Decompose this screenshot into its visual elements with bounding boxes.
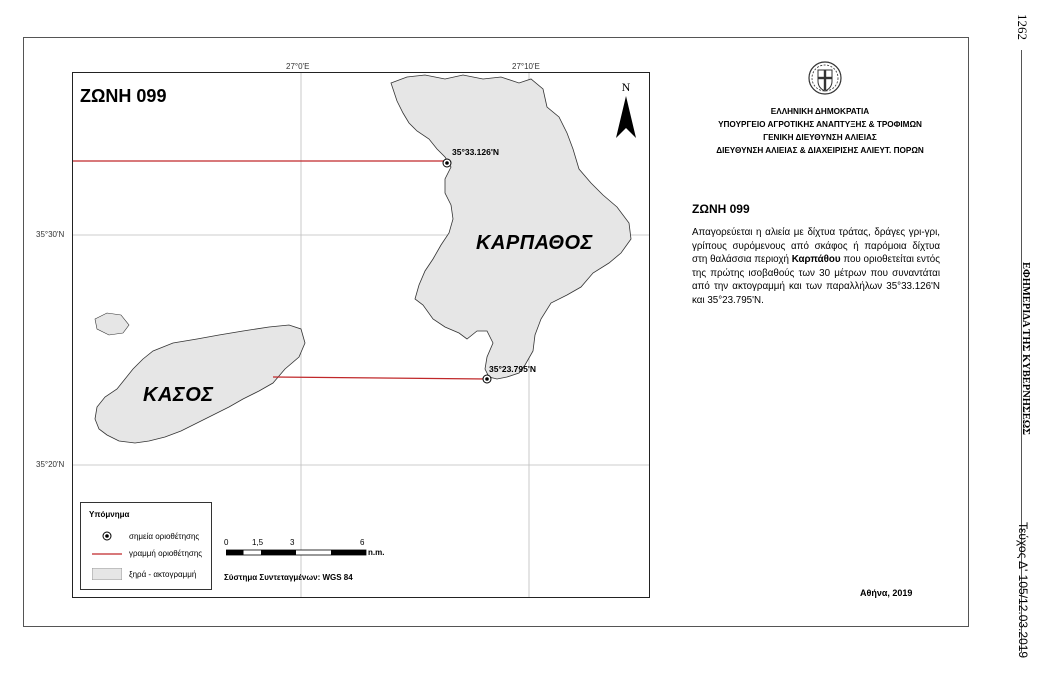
- scale-unit: n.m.: [368, 548, 385, 557]
- legend-label-land: ξηρά - ακτογραμμή: [129, 569, 197, 579]
- boundary-line-south: [273, 377, 487, 379]
- description-title: ΖΩΝΗ 099: [692, 202, 750, 216]
- point-north: [443, 159, 451, 167]
- ministry-line-4: ΔΙΕΥΘΥΝΣΗ ΑΛΙΕΙΑΣ & ΔΙΑΧΕΙΡΙΣΗΣ ΑΛΙΕΥΤ. ΠΟΡΩΝ: [716, 146, 924, 155]
- description-text-before: Απαγορεύεται η αλιεία με δίχτυα τράτας, δράγες γρι-γρι, γρίπους συρόμενους από σκάφος ή παρόμοια δίχτυα στη θαλάσσια περιοχή: [692, 227, 940, 266]
- map-zone-title: ΖΩΝΗ 099: [80, 86, 167, 106]
- description-bold: Καρπάθου: [791, 254, 841, 266]
- label-point-north: 35°33.126'N: [452, 147, 500, 157]
- label-karpathos: ΚΑΡΠΑΘΟΣ: [476, 232, 593, 254]
- label-kasos: ΚΑΣΟΣ: [143, 384, 214, 406]
- islet: [95, 313, 129, 335]
- legend-title: Υπόμνημα: [89, 510, 130, 519]
- karpathos-land: [391, 75, 631, 379]
- line-symbol-icon: [89, 551, 125, 557]
- scale-tick-3: 6: [360, 538, 365, 547]
- legend: [80, 502, 212, 590]
- tick-lon2: 27°10'E: [512, 62, 540, 71]
- greek-emblem-icon: [807, 60, 843, 96]
- point-symbol-icon: [89, 531, 125, 541]
- scale-bar-graphic: [226, 549, 376, 557]
- scale-bar: [224, 538, 404, 568]
- label-point-south: 35°23.795'N: [489, 364, 537, 374]
- place-date: Αθήνα, 2019: [860, 588, 913, 598]
- north-letter: N: [621, 80, 631, 94]
- page-number: 1262: [1015, 14, 1030, 40]
- description-text-after: που οριοθετείται εντός της πρώτης ισοβαθούς των 30 μέτρων που συναντάται από την ακτογραμμή και των παραλλήλων 35°33.126'N και 35°23.795'N.: [692, 254, 940, 306]
- ministry-line-1: ΕΛΛΗΝΙΚΗ ΔΗΜΟΚΡΑΤΙΑ: [770, 107, 870, 116]
- legend-label-point: σημεία οριοθέτησης: [129, 531, 200, 541]
- gazette-title: ΕΦΗΜΕΡΙΔΑ ΤΗΣ ΚΥΒΕΡΝΗΣΕΩΣ: [1020, 262, 1031, 436]
- legend-item-land: [89, 568, 196, 580]
- tick-lat1: 35°30'N: [36, 230, 65, 239]
- north-arrow-icon: [612, 94, 640, 144]
- issue-info: Τεύχος Δ' 105/12.03.2019: [1016, 522, 1030, 659]
- tick-lon1: 27°0'E: [286, 62, 310, 71]
- scale-tick-0: 0: [224, 538, 229, 547]
- point-south: [483, 375, 491, 383]
- ministry-line-3: ΓΕΝΙΚΗ ΔΙΕΥΘΥΝΣΗ ΑΛΙΕΙΑΣ: [763, 133, 877, 142]
- description-body: [692, 226, 940, 308]
- ministry-line-2: ΥΠΟΥΡΓΕΙΟ ΑΓΡΟΤΙΚΗΣ ΑΝΑΠΤΥΞΗΣ & ΤΡΟΦΙΜΩΝ: [718, 120, 922, 129]
- tick-lat2: 35°20'N: [36, 460, 65, 469]
- ministry-header: [680, 105, 960, 157]
- legend-item-line: [89, 549, 202, 558]
- legend-label-line: γραμμή οριοθέτησης: [129, 549, 203, 558]
- coordinate-system: Σύστημα Συντεταγμένων: WGS 84: [224, 573, 353, 582]
- land-symbol-icon: [89, 568, 125, 580]
- scale-tick-2: 3: [290, 538, 295, 547]
- scale-tick-1: 1,5: [252, 538, 264, 547]
- legend-item-point: [89, 531, 199, 541]
- north-arrow: [612, 80, 640, 140]
